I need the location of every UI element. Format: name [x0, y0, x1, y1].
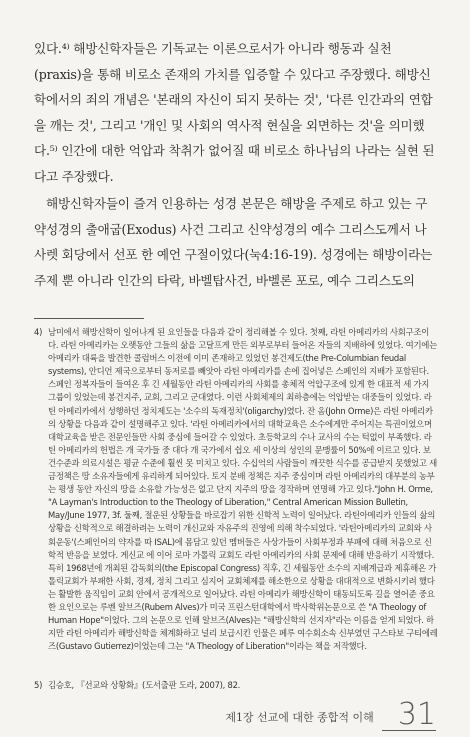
footnote-5	[34, 679, 438, 692]
page-number: 31	[382, 700, 436, 731]
footnote-4	[34, 326, 438, 653]
footnote-5-text: 김승호, 『선교와 상황화』(도서출판 도라, 2007), 82.	[48, 680, 241, 690]
body-paragraph-2: 해방신학자들이 즐겨 인용하는 성경 본문은 해방을 주제로 하고 있는 구약성경의 출애굽(Exodus) 사건 그리고 신약성경의 예수 그리스도께서 나사렛 회당에서 선포 한 예언 구절이었다(눅4:16-19). 성경에는 해방이라는 주제 뿐 아니라 인간의 타락, 바벨탑사건, 바벨론 포로, 예수 그리스도의	[34, 196, 433, 288]
footnote-divider	[34, 318, 144, 319]
chapter-title: 제1장 선교에 대한 종합적 이해	[225, 711, 374, 724]
page-footer	[225, 697, 436, 732]
footnote-4-text: 남미에서 해방신학이 일어나게 된 요인들을 다음과 같이 정리해볼 수 있다. 첫째, 라틴 아메리카의 사회구조이다. 라틴 아메리카는 오랫동안 그들의 삶을 고달프게 만든 외부로부터 들어온 자들의 지배하에 있었다. 여기에는 아메리카 대륙을 발견한 콜럼버스 이전에 이미 존재하고 있었던 봉건제도(the Pre-Columbian feudal systems), 안디언 제국으로부터 동저로를 빼앗아 라틴 아메리카를 손에 집어넣은 스페인의 지배가 포함된다. 스페인 정복자들이 들여온 후 긴 세월동안 라틴 아메리카의 사회를 총체적 억압구조에 있게 한 대표적 세 가지 그룹이 있었는데 봉건지주, 교회, 그리고 군대였다. 이런 사회체제의 최하층에는 억압받는 대중들이 있었다. 라틴 아메리카에서 성행하던 정치제도는 '소수의 독재정치'(oligarchy)였다. 잔 옴(John Orme)은 라틴 아메리카의 상황을 다음과 같이 설명해주고 있다. '라틴 아메리카에서의 대학교육은 소수에게만 주어지는 특권이었으며 대학교육을 받은 전문인들만 사회 중심에 들어갈 수 있었다. 초등학교의 수나 교사의 수는 턱없이 부족했다. 라틴 아메리카의 헌법은 개 국가들 중 대다 개 국가에서 쉽오 세 이상의 성인의 문맹률이 50%에 이르고 있다. 보건수준과 의료시설은 평균 수준에 훨씬 못 미치고 있다. 수십억의 사람들이 깨끗한 식수를 공급받지 못했었고 새금정책은 땅 소유자들에게 유리하게 되어있다. 토지 분배 정책은 지주 중심이며 라틴 아메리카의 대부분의 농부는 평생 동안 자신의 땅을 소유할 가능성은 없고 단지 지주의 땅을 경작하며 연명해 가고 있다."John H. Orme, "A Layman's Introduction to the Theology of Liberation," Central American Mission Bulletin, May/June 1977, 3f. 둘째, 절운된 상황들을 바로잡기 위한 신학적 노력이 일어났다. 라틴아메리카 인들의 삶의 상황을 신학적으로 해결하려는 노력이 개신교와 자유주의 진영에 의해 착수되었다. '라틴아메리카의 교회와 사회운동'(스페인어의 약자를 따 ISAL)에 몸담고 있던 멤버들은 사상가들이 사회부정과 부패에 대해 처음으로 신학적 반응을 보였다. 게신교 에 이어 로마 가톨릭 교회도 라틴 아메리카의 사회 문제에 대해 반응하기 시작했다. 특히 1968년에 개최된 감독회의(the Episcopal Congress) 직후, 긴 세월동안 소수의 지배계급과 제휴해온 가톨릭교회가 부패한 사회, 경제, 정치 그리고 심지어 교회체제를 해소한으로 상황을 대대적으로 변화시키려 했다는 활발한 움직임이 교회 안에서 공개적으로 일어났다. 라틴 아메리카 해방신학이 태동되도록 길을 열어준 중요한 요인으로는 루벤 알브즈(Rubem Alves)가 미국 프린스턴대학에서 박사학위논문으로 쓴 "A Theology of Human Hope"이었다. 그의 논문으로 인해 알브즈(Alves)는 "해방신학의 선지자"라는 이름을 얻게 되었다. 하지만 라틴 아메리카 해방신학을 체계화하고 널리 보급시킨 인물은 페루 여수회소속 신부였던 구스타보 구티에레즈(Gustavo Gutierrez)이었는데 그는 "A Theology of Liberation"이라는 책을 저작했다.	[48, 327, 438, 652]
body-paragraph-1: 있다.⁴⁾ 해방신학자들은 기독교는 이론으로서가 아니라 행동과 실천(praxis)을 통해 비로소 존재의 가치를 입증할 수 있다고 주장했다. 해방신학에서의 죄의 개념은 '본래의 자신이 되지 못하는 것', '다른 인간과의 연합을 깨는 것', 그리고 '개인 및 사회의 역사적 현실을 외면하는 것'을 의미했다.⁵⁾ 인간에 대한 억압과 착취가 없어질 때 비로소 하나님의 나라는 실현 된다고 주장했다.	[34, 41, 435, 184]
footnote-4-number: 4)	[34, 327, 43, 337]
footnote-5-number: 5)	[34, 680, 43, 690]
